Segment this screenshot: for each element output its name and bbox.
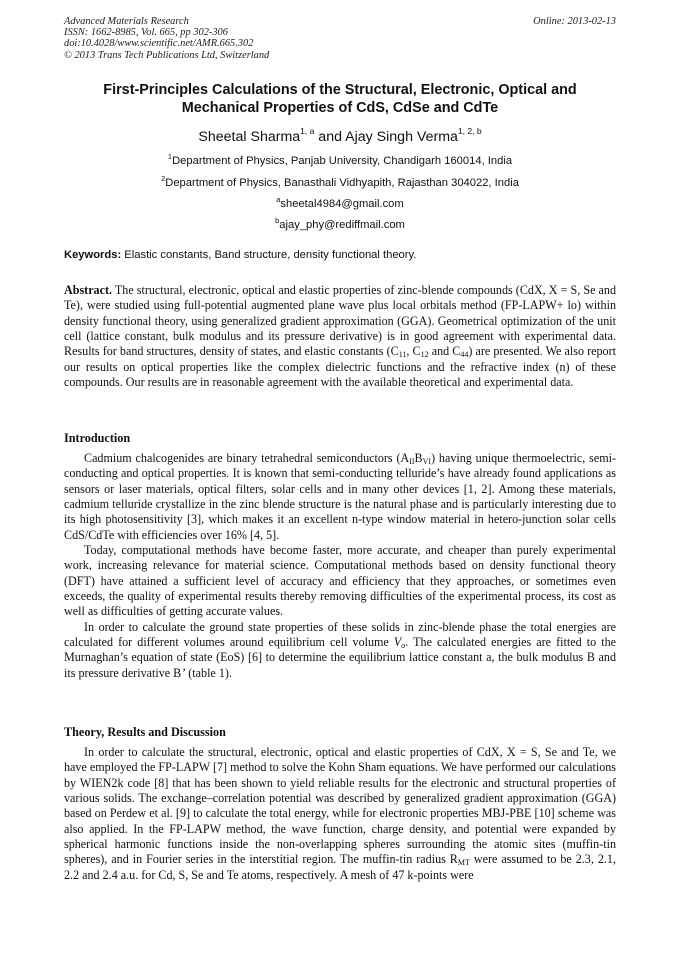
author-1: Sheetal Sharma <box>198 129 301 145</box>
theory-paragraph-1 <box>64 745 616 883</box>
abstract <box>64 283 616 390</box>
theory-heading: Theory, Results and Discussion <box>64 725 226 739</box>
affiliation-2 <box>64 172 616 190</box>
intro-paragraph-3 <box>64 620 616 681</box>
email-a-marker: a <box>276 195 281 204</box>
paragraph-italic: V <box>393 635 402 650</box>
doi-line: doi:10.4028/www.scientific.net/AMR.665.302 <box>64 38 254 50</box>
email-b-link[interactable]: ajay_phy@rediffmail.com <box>279 219 405 231</box>
intro-paragraph-1 <box>64 451 616 543</box>
paper-title <box>64 81 616 117</box>
keywords <box>64 248 616 262</box>
online-date: Online: 2013-02-13 <box>533 16 616 27</box>
paragraph-text: were assumed to be 2.3, 2.1, 2.2 and 2.4 a.u. for Cd, S, Se and Te atoms, respectively. A mesh of 47 k-points were <box>64 852 616 882</box>
author-2: Ajay Singh Verma <box>345 129 458 145</box>
author-1-marker: 1, a <box>300 126 315 136</box>
abstract-sub: 44 <box>460 350 469 360</box>
paragraph-sub: II <box>409 457 415 466</box>
abstract-text: The structural, electronic, optical and elastic properties of zinc-blende compounds (CdX, X = S, Se and Te), were studied using full-potential augmented plane wave plus local orbitals method (FP-LAPW+ lo) within density functional theory, using generalized gradient approximation (GGA). Geometrical optimization of the unit cell (lattice constant, bulk modulus and its pressure derivative) is in good agreement with experimental data. Results for band structures, density of states, and elastic constants (C <box>64 283 616 359</box>
paragraph-text: ) having unique thermoelectric, semi-conducting and optical properties. It is known that semi-conducting telluride’s have already found applications as sensors or laser materials, optical filters, solar cells and in many other devices [1, 2]. Among these materials, cadmium telluride crystallize in the zinc blende structure is the natural phase and is particularly interesting due to its high photosensitivity [3], which makes it an excellent n-type window material in hetero-junction solar cells CdS/CdTe with efficiencies over 16% [4, 5]. <box>64 451 616 542</box>
theory-body <box>64 745 616 883</box>
email-a-link[interactable]: sheetal4984@gmail.com <box>280 198 404 210</box>
affiliation-2-text: Department of Physics, Banasthali Vidhyapith, Rajasthan 304022, India <box>165 177 519 189</box>
keywords-text: Elastic constants, Band structure, density functional theory. <box>121 249 417 261</box>
paragraph-sub: VI <box>422 457 432 466</box>
issn-line: ISSN: 1662-8985, Vol. 665, pp 302-306 <box>64 27 228 39</box>
abstract-label: Abstract. <box>64 283 113 297</box>
paragraph-text: . The calculated energies are fitted to the Murnaghan’s equation of state (EoS) [6] to determine the equilibrium lattice constant a, the bulk modulus B and its pressure derivative B <box>64 635 616 680</box>
paragraph-sub: MT <box>457 858 470 868</box>
paragraph-text: B <box>414 451 423 465</box>
paragraph-text: In order to calculate the structural, electronic, optical and elastic properties of CdX, X = S, Se and Te, we have employed the FP-LAPW [7] method to solve the Kohn Sham equations. We have performed our calculations by WIEN2k code [8] that has been shown to yield reliable results for the electronic and structural properties of various solids. The exchange–correlation potential was described by generalized gradient approximation (GGA) based on Perdew et al. [9] to calculate the total energy, while for electronic properties MBJ-PBE [10] scheme was also applied. In the FP-LAPW method, the wave function, charge density, and potential were expanded by spherical harmonic functions inside the non-overlapping spheres surrounding the atomic sites (muffin-tin spheres), and in Fourier series in the interstitial region. The muffin-tin radius R <box>64 745 616 867</box>
affiliation-1-marker: 1 <box>167 152 173 161</box>
abstract-text: and C <box>428 344 461 359</box>
journal-name: Advanced Materials Research <box>64 16 189 27</box>
journal-header <box>64 16 616 61</box>
paragraph-text: (table 1). <box>185 665 232 680</box>
title-line-2: Mechanical Properties of CdS, CdSe and CdTe <box>181 100 499 116</box>
keywords-label: Keywords: <box>64 249 122 261</box>
intro-paragraph-2: Today, computational methods have become faster, more accurate, and cheaper than purely experimental work, increasing relevance for material science. Computational methods based on density functional theory (DFT) have attained a sufficient level of accuracy and efficiency that they approaches, or sometimes even exceeds, the quality of experimental results thereby removing difficulties of the experimental process, its cost as well as difficulties of getting accurate values. <box>64 543 616 619</box>
email-a <box>64 193 616 211</box>
email-b <box>64 214 616 232</box>
author-conjunction: and <box>314 129 346 145</box>
copyright-line: © 2013 Trans Tech Publications Ltd, Switzerland <box>64 49 270 61</box>
introduction-body <box>64 451 616 681</box>
affiliation-1 <box>64 150 616 168</box>
email-b-marker: b <box>275 216 280 225</box>
author-line <box>64 122 616 146</box>
abstract-text: , C <box>406 344 421 359</box>
author-2-marker: 1, 2, b <box>457 126 482 136</box>
paragraph-text: In order to calculate the ground state properties of these solids in zinc-blende phase the total energies are calculated for different volumes around equilibrium cell volume <box>64 619 616 650</box>
paragraph-text: Cadmium chalcogenides are binary tetrahedral semiconductors (A <box>84 451 410 465</box>
abstract-sub: 12 <box>420 350 429 360</box>
paragraph-sub: o <box>401 641 406 651</box>
abstract-text: ) are presented. We also report our results on optical properties like the complex dielectric functions and the refractive index (n) of these compounds. Our results are in reasonable agreement with the available theoretical and experimental data. <box>64 344 616 390</box>
affiliation-2-marker: 2 <box>161 174 166 183</box>
title-line-1: First-Principles Calculations of the Structural, Electronic, Optical and <box>103 82 577 98</box>
abstract-sub: 11 <box>398 350 407 360</box>
introduction-heading: Introduction <box>64 431 131 445</box>
paragraph-italic: ’ <box>181 665 186 680</box>
affiliation-1-text: Department of Physics, Panjab University, Chandigarh 160014, India <box>172 155 513 167</box>
